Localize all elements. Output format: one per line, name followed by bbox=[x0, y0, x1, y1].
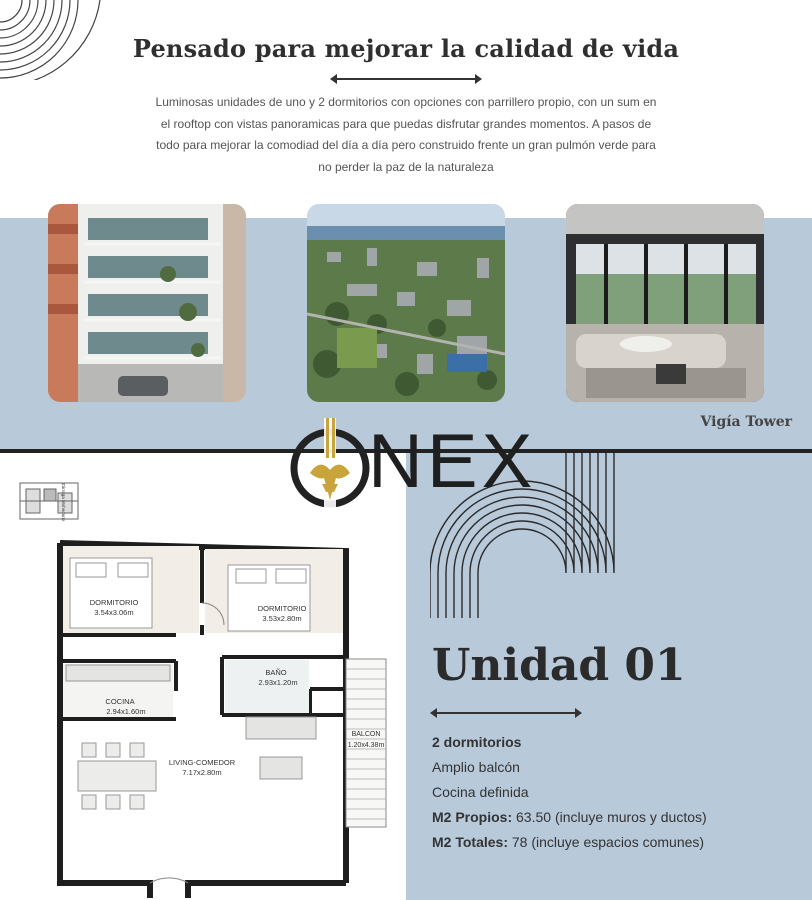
floorplan-drawing bbox=[0, 453, 406, 900]
unit-title: Unidad 01 bbox=[432, 640, 686, 691]
gallery-caption: Vigía Tower bbox=[700, 414, 792, 430]
room-name: BAÑO bbox=[265, 668, 287, 677]
intro-line: el rooftop con vistas panoramicas para que puedas disfrutar grandes momentos. A pasos de bbox=[160, 116, 652, 131]
room-name: DORMITORIO bbox=[89, 598, 139, 607]
room-name: LIVING-COMEDOR bbox=[168, 758, 236, 767]
spec-m2-total bbox=[432, 830, 707, 855]
spec-m2-total-value: 78 (incluye espacios comunes) bbox=[511, 834, 705, 850]
room-name: DORMITORIO bbox=[257, 604, 307, 613]
room-size: 3.53x2.80m bbox=[262, 614, 302, 623]
intro-line: no perder la paz de la naturaleza bbox=[318, 159, 494, 174]
spec-m2-total-label: M2 Totales: bbox=[432, 834, 508, 850]
spec-balcony: Amplio balcón bbox=[432, 759, 520, 775]
spec-kitchen: Cocina definida bbox=[432, 784, 529, 800]
intro-heading: Pensado para mejorar la calidad de vida bbox=[132, 34, 680, 63]
room-size: 3.54x3.06m bbox=[94, 608, 134, 617]
locator-plan-icon bbox=[20, 483, 78, 519]
double-arrow-icon bbox=[432, 712, 580, 714]
room-name: BALCON bbox=[351, 731, 381, 738]
photo-building-facade bbox=[48, 204, 246, 402]
spec-m2-own bbox=[432, 805, 707, 830]
intro-line: Luminosas unidades de uno y 2 dormitorios con opciones con parrillero propio, con un sum en bbox=[155, 95, 657, 109]
intro-line: todo para mejorar la comodiad del día a día pero construido frente un gran pulmón verde para bbox=[156, 138, 656, 152]
room-name: COCINA bbox=[105, 697, 135, 706]
logo-text: NEX bbox=[368, 419, 537, 504]
room-size: 1.20x4.38m bbox=[347, 742, 385, 749]
photo-aerial-city bbox=[307, 204, 505, 402]
spec-m2-own-label: M2 Propios: bbox=[432, 809, 513, 825]
photo-penthouse-lounge bbox=[566, 204, 764, 402]
double-arrow-icon bbox=[332, 78, 480, 80]
intro-paragraph bbox=[128, 92, 684, 178]
room-size: 2.94x1.60m bbox=[106, 707, 146, 716]
room-size: 7.17x2.80m bbox=[182, 768, 222, 777]
unit-specs bbox=[432, 730, 707, 855]
locator-plan-label: Zárraga Mohedano bbox=[61, 483, 66, 522]
room-size: 2.93x1.20m bbox=[258, 678, 298, 687]
spec-m2-own-value: 63.50 (incluye muros y ductos) bbox=[516, 809, 707, 825]
spec-bedrooms: 2 dormitorios bbox=[432, 734, 522, 750]
